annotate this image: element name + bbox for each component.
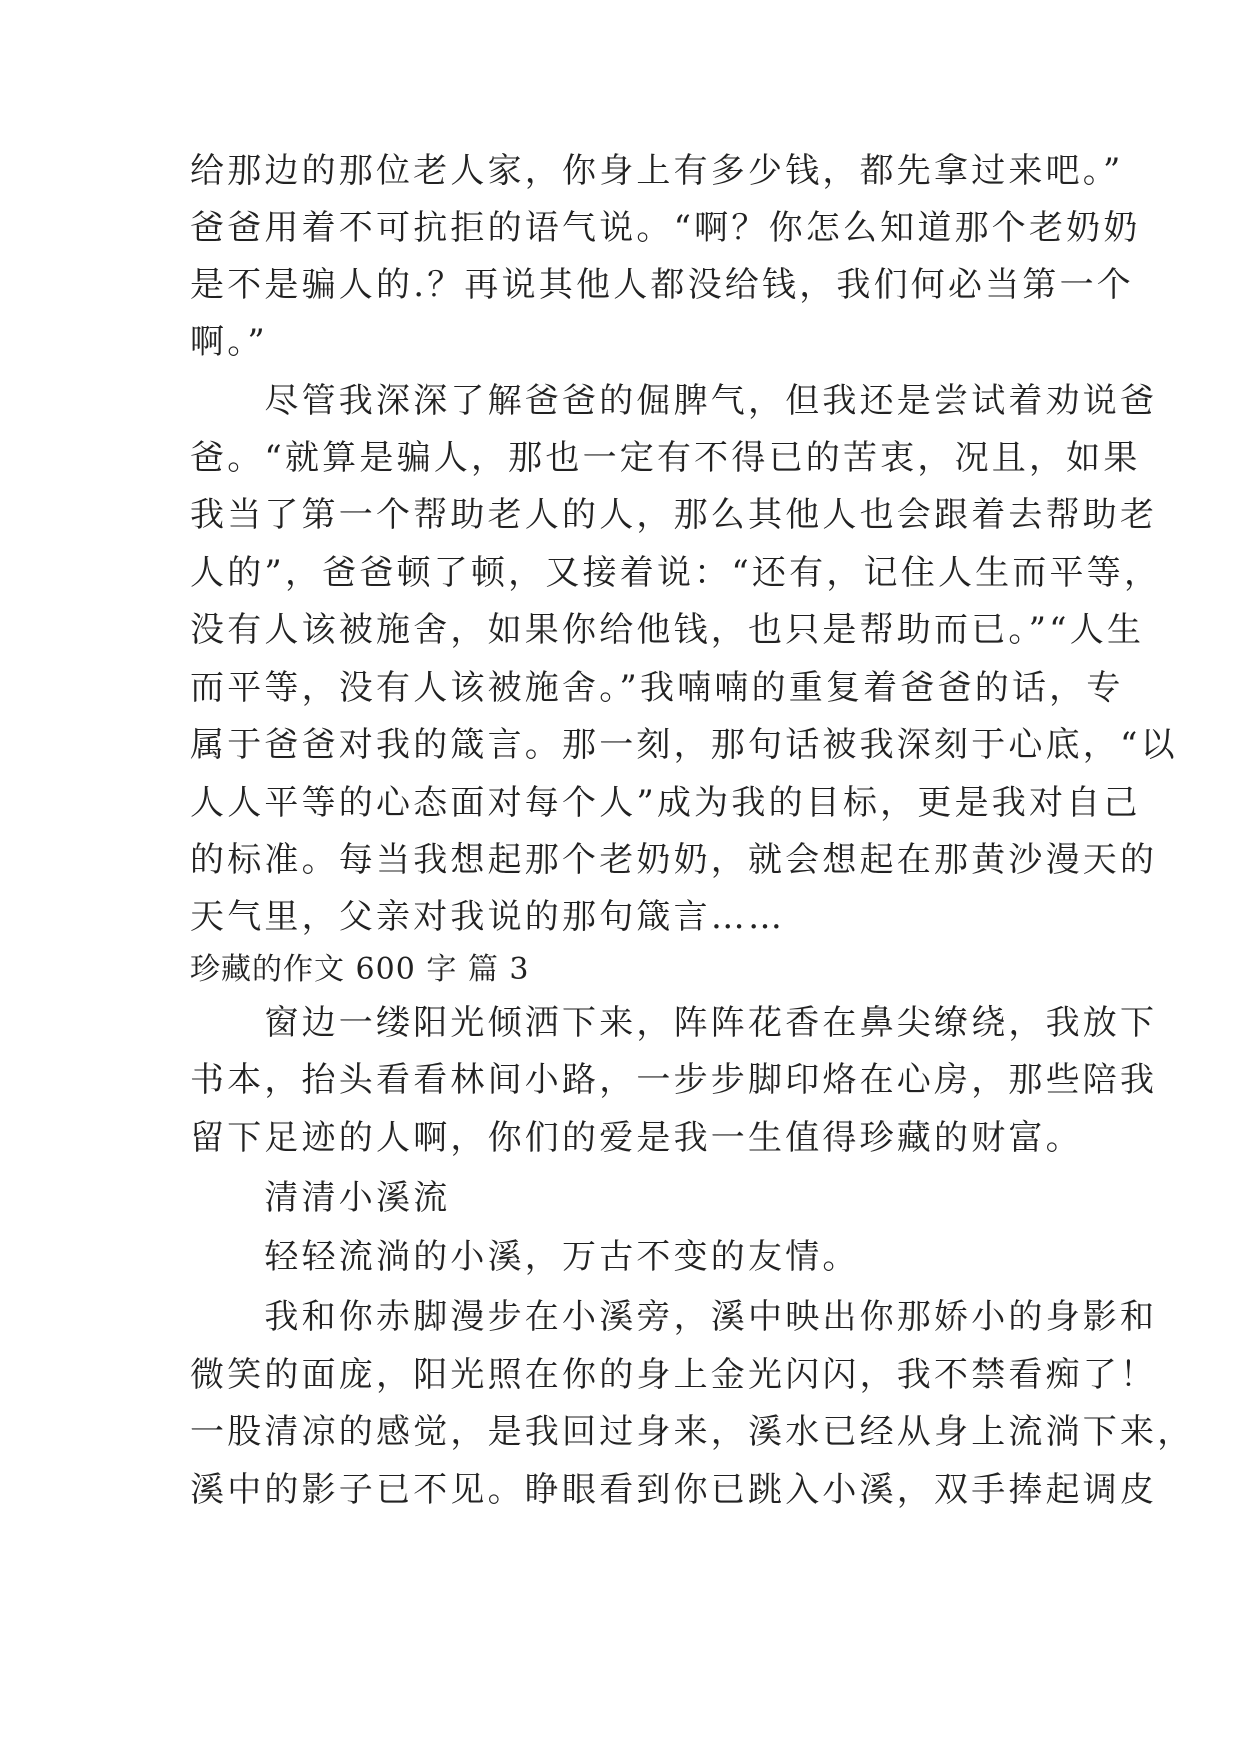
text-line: 爸。“就算是骗人，那也一定有不得已的苦衷，况且，如果 — [190, 438, 1141, 478]
text-line: 尽管我深深了解爸爸的倔脾气，但我还是尝试着劝说爸 — [190, 381, 1158, 421]
text-line: 一股清凉的感觉，是我回过身来，溪水已经从身上流淌下来， — [190, 1412, 1195, 1452]
text-line: 属于爸爸对我的箴言。那一刻，那句话被我深刻于心底，“以 — [190, 725, 1178, 765]
text-line: 给那边的那位老人家，你身上有多少钱，都先拿过来吧。” — [190, 151, 1124, 191]
text-line: 啊。” — [190, 322, 268, 362]
text-line: 没有人该被施舍，如果你给他钱，也只是帮助而已。”“人生 — [190, 610, 1145, 650]
text-line: 人人平等的心态面对每个人”成为我的目标，更是我对自己 — [190, 783, 1141, 823]
text-line: 是不是骗人的.？再说其他人都没给钱，我们何必当第一个 — [190, 265, 1135, 305]
text-line: 窗边一缕阳光倾洒下来，阵阵花香在鼻尖缭绕，我放下 — [190, 1003, 1158, 1043]
text-line: 我当了第一个帮助老人的人，那么其他人也会跟着去帮助老 — [190, 495, 1158, 535]
text-line: 而平等，没有人该被施舍。”我喃喃的重复着爸爸的话，专 — [190, 668, 1124, 708]
text-line: 书本，抬头看看林间小路，一步步脚印烙在心房，那些陪我 — [190, 1060, 1158, 1100]
section-heading: 珍藏的作文 600 字 篇 3 — [190, 952, 530, 987]
text-line: 溪中的影子已不见。睁眼看到你已跳入小溪，双手捧起调皮 — [190, 1470, 1158, 1510]
text-line: 爸爸用着不可抗拒的语气说。“啊？你怎么知道那个老奶奶 — [190, 208, 1141, 248]
text-line: 人的”，爸爸顿了顿，又接着说：“还有，记住人生而平等， — [190, 553, 1162, 593]
text-line: 我和你赤脚漫步在小溪旁，溪中映出你那娇小的身影和 — [190, 1297, 1158, 1337]
text-line: 的标准。每当我想起那个老奶奶，就会想起在那黄沙漫天的 — [190, 840, 1158, 880]
text-line: 清清小溪流 — [190, 1178, 451, 1218]
text-line: 轻轻流淌的小溪，万古不变的友情。 — [190, 1237, 860, 1277]
text-line: 微笑的面庞，阳光照在你的身上金光闪闪，我不禁看痴了！ — [190, 1355, 1158, 1395]
text-line: 留下足迹的人啊，你们的爱是我一生值得珍藏的财富。 — [190, 1118, 1083, 1158]
text-line: 天气里，父亲对我说的那句箴言…… — [190, 897, 786, 937]
